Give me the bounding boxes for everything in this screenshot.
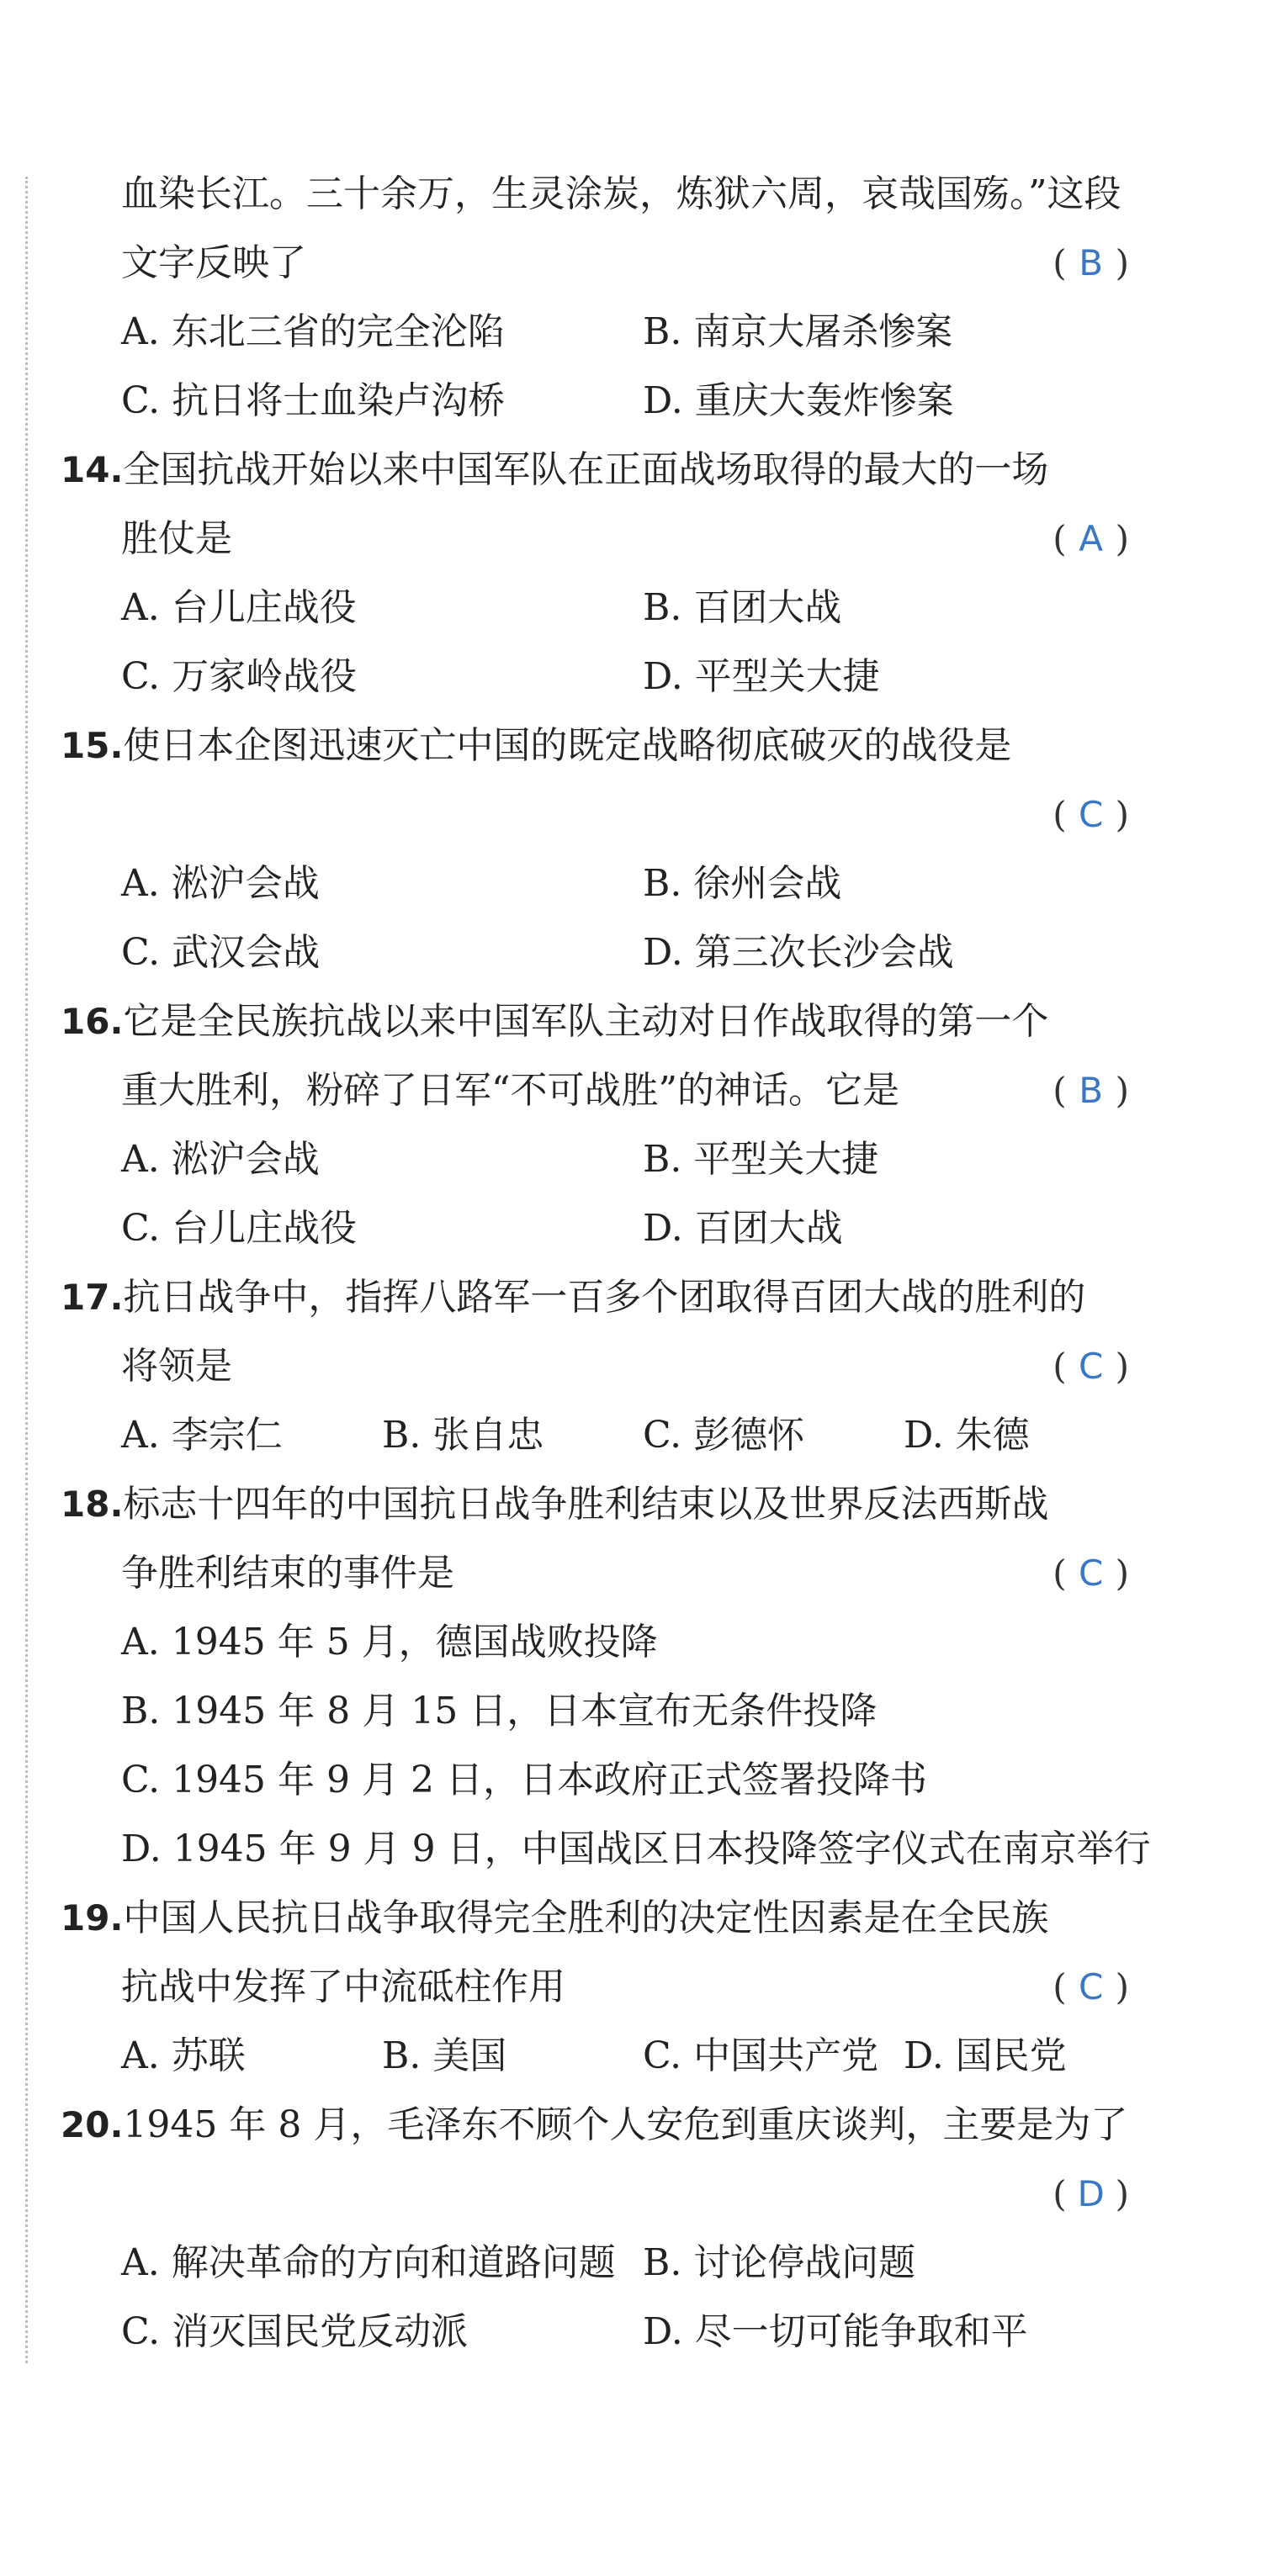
q18-option-d: D. 1945 年 9 月 9 日，中国战区日本投降签字仪式在南京举行 bbox=[121, 1828, 1151, 1870]
q19-answer-bracket: ( C ) bbox=[1053, 1953, 1129, 2022]
q20-option-b: B. 讨论停战问题 bbox=[643, 2241, 916, 2284]
q15-option-b: B. 徐州会战 bbox=[643, 862, 842, 905]
q14-answer: A bbox=[1079, 518, 1103, 559]
q16-option-a: A. 淞沪会战 bbox=[121, 1138, 320, 1181]
binding-margin-line bbox=[25, 177, 28, 2363]
q18-number: 18. bbox=[61, 1484, 124, 1525]
q18-option-b: B. 1945 年 8 月 15 日，日本宣布无条件投降 bbox=[121, 1690, 878, 1732]
q16-number: 16. bbox=[61, 1001, 124, 1042]
q14-answer-bracket: ( A ) bbox=[1053, 505, 1129, 574]
q16-option-c: C. 台儿庄战役 bbox=[121, 1207, 358, 1250]
q20-answer-line bbox=[61, 2160, 1129, 2229]
q20-answer: D bbox=[1077, 2173, 1105, 2214]
q19-stem-line1 bbox=[61, 1884, 1129, 1953]
q14-stem-line1 bbox=[61, 436, 1129, 505]
q15-answer-bracket: ( C ) bbox=[1053, 780, 1129, 849]
q16-answer-bracket: ( B ) bbox=[1053, 1056, 1129, 1125]
q20-options-row1 bbox=[61, 2229, 1129, 2298]
q15-options-row2 bbox=[61, 918, 1129, 987]
q16-option-d: D. 百团大战 bbox=[643, 1207, 843, 1250]
q19-option-c: C. 中国共产党 bbox=[643, 2034, 879, 2077]
q13-options-row2 bbox=[61, 367, 1129, 436]
q15-answer-line bbox=[61, 780, 1129, 849]
q18-stem-line1 bbox=[61, 1470, 1129, 1539]
q20-option-a: A. 解决革命的方向和道路问题 bbox=[121, 2241, 616, 2284]
q13-option-a: A. 东北三省的完全沦陷 bbox=[121, 310, 505, 353]
q16-answer: B bbox=[1079, 1070, 1104, 1111]
q18-answer-bracket: ( C ) bbox=[1053, 1539, 1129, 1608]
q17-stem-text1: 抗日战争中，指挥八路军一百多个团取得百团大战的胜利的 bbox=[123, 1276, 1086, 1319]
q18-option-c: C. 1945 年 9 月 2 日，日本政府正式签署投降书 bbox=[121, 1759, 927, 1801]
q17-option-d: D. 朱德 bbox=[904, 1414, 1030, 1457]
q16-options-row2 bbox=[61, 1194, 1129, 1263]
q16-stem-line2 bbox=[61, 1056, 1129, 1125]
q16-options-row1 bbox=[61, 1125, 1129, 1194]
q20-option-d: D. 尽一切可能争取和平 bbox=[643, 2310, 1028, 2353]
q14-stem-text1: 全国抗战开始以来中国军队在正面战场取得的最大的一场 bbox=[123, 448, 1049, 491]
q20-stem-text1: 1945 年 8 月，毛泽东不顾个人安危到重庆谈判，主要是为了 bbox=[123, 2103, 1128, 2146]
q17-number: 17. bbox=[61, 1277, 124, 1318]
q17-options-row bbox=[61, 1401, 1129, 1470]
q19-stem-text1: 中国人民抗日战争取得完全胜利的决定性因素是在全民族 bbox=[123, 1896, 1049, 1939]
q20-option-c: C. 消灭国民党反动派 bbox=[121, 2310, 469, 2353]
q13-answer: B bbox=[1079, 242, 1104, 283]
q15-stem-line1 bbox=[61, 711, 1129, 780]
q14-stem-line2 bbox=[61, 505, 1129, 574]
q19-stem-text2: 抗战中发挥了中流砥柱作用 bbox=[121, 1965, 565, 2008]
q20-stem-line1 bbox=[61, 2091, 1129, 2160]
q14-options-row2 bbox=[61, 643, 1129, 711]
q17-stem-line1 bbox=[61, 1263, 1129, 1332]
q17-option-b: B. 张自忠 bbox=[382, 1414, 544, 1457]
q19-option-a: A. 苏联 bbox=[121, 2034, 246, 2077]
q15-answer: C bbox=[1078, 794, 1104, 835]
q16-stem-line1 bbox=[61, 987, 1129, 1056]
q18-stem-line2 bbox=[61, 1539, 1129, 1608]
q19-options-row bbox=[61, 2022, 1129, 2091]
q17-answer-bracket: ( C ) bbox=[1053, 1332, 1129, 1401]
q17-option-a: A. 李宗仁 bbox=[121, 1414, 283, 1457]
q14-option-a: A. 台儿庄战役 bbox=[121, 586, 357, 629]
q19-option-b: B. 美国 bbox=[382, 2034, 507, 2077]
q15-option-d: D. 第三次长沙会战 bbox=[643, 931, 954, 974]
q13-stem-line2 bbox=[61, 229, 1129, 298]
q13-option-c: C. 抗日将士血染卢沟桥 bbox=[121, 379, 506, 422]
q17-answer: C bbox=[1078, 1346, 1104, 1387]
q14-option-d: D. 平型关大捷 bbox=[643, 655, 880, 698]
q15-option-a: A. 淞沪会战 bbox=[121, 862, 320, 905]
q14-number: 14. bbox=[61, 449, 124, 490]
q13-option-d: D. 重庆大轰炸惨案 bbox=[643, 379, 954, 422]
q13-stem-line1: 血染长江。三十余万，生灵涂炭，炼狱六周，哀哉国殇。”这段 bbox=[121, 172, 1121, 215]
q14-options-row1 bbox=[61, 574, 1129, 643]
q18-stem-text2: 争胜利结束的事件是 bbox=[121, 1552, 454, 1595]
q19-stem-line2 bbox=[61, 1953, 1129, 2022]
q15-options-row1 bbox=[61, 849, 1129, 918]
q17-stem-text2: 将领是 bbox=[121, 1345, 232, 1388]
q13-options-row1 bbox=[61, 298, 1129, 367]
q15-number: 15. bbox=[61, 725, 124, 766]
q18-stem-text1: 标志十四年的中国抗日战争胜利结束以及世界反法西斯战 bbox=[123, 1483, 1049, 1526]
q18-answer: C bbox=[1078, 1552, 1104, 1594]
q19-number: 19. bbox=[61, 1897, 124, 1939]
q20-answer-bracket: ( D ) bbox=[1053, 2160, 1129, 2229]
q14-option-b: B. 百团大战 bbox=[643, 586, 842, 629]
q18-option-a: A. 1945 年 5 月，德国战败投降 bbox=[121, 1621, 658, 1664]
q15-option-c: C. 武汉会战 bbox=[121, 931, 321, 974]
q13-stem-text: 文字反映了 bbox=[121, 241, 306, 284]
q14-option-c: C. 万家岭战役 bbox=[121, 655, 358, 698]
q19-answer: C bbox=[1078, 1966, 1104, 2007]
q16-option-b: B. 平型关大捷 bbox=[643, 1138, 879, 1181]
question-list bbox=[61, 160, 1151, 2367]
q20-number: 20. bbox=[61, 2104, 124, 2145]
q20-options-row2 bbox=[61, 2298, 1129, 2367]
q13-answer-bracket: ( B ) bbox=[1053, 229, 1129, 298]
q15-stem-text1: 使日本企图迅速灭亡中国的既定战略彻底破灭的战役是 bbox=[123, 724, 1012, 767]
q13-option-b: B. 南京大屠杀惨案 bbox=[643, 310, 953, 353]
q19-option-d: D. 国民党 bbox=[904, 2034, 1067, 2077]
q17-stem-line2 bbox=[61, 1332, 1129, 1401]
q17-option-c: C. 彭德怀 bbox=[643, 1414, 805, 1457]
q14-stem-text2: 胜仗是 bbox=[121, 517, 232, 560]
q16-stem-text2: 重大胜利，粉碎了日军“不可战胜”的神话。它是 bbox=[121, 1069, 899, 1112]
q16-stem-text1: 它是全民族抗战以来中国军队主动对日作战取得的第一个 bbox=[123, 1000, 1049, 1043]
